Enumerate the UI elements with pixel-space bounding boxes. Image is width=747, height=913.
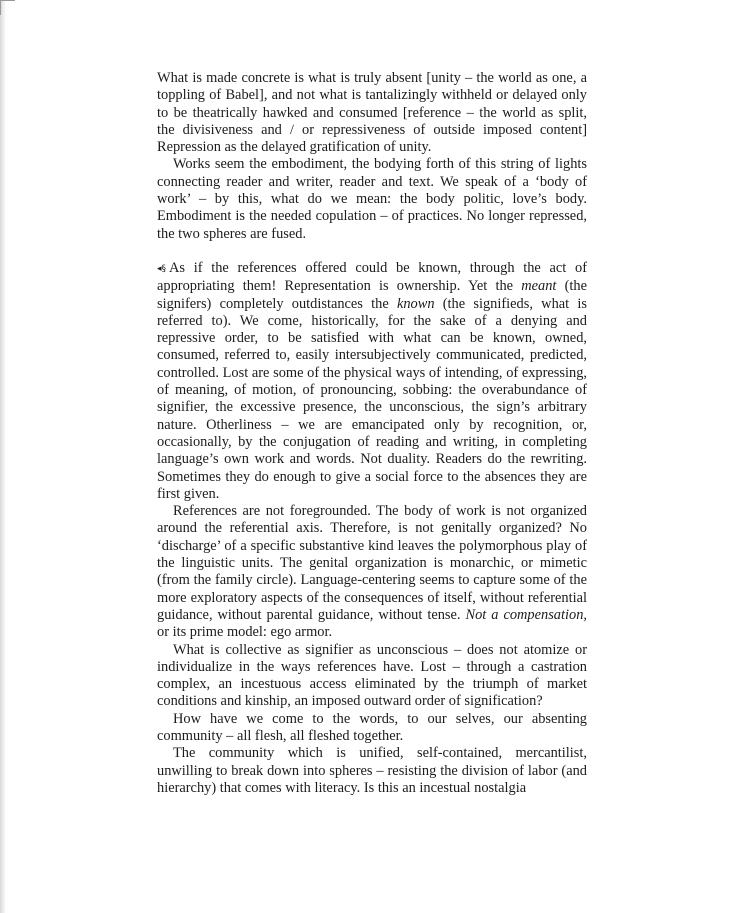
paragraph-3-part-b: (the signifers) completely outdistances the: [157, 278, 587, 312]
paragraph-7: The community which is unified, self-contained, mercantilist, unwilling to break down into spheres – resisting the division of labor (and hierarchy) that comes with literacy. Is this an incestual nostalgia: [157, 745, 587, 796]
section-mark-icon: ◂§: [157, 263, 167, 274]
paragraph-3: [157, 260, 587, 503]
paragraph-6: How have we come to the words, to our selves, our absenting community – all flesh, all fleshed together.: [157, 710, 587, 744]
paragraph-1: What is made concrete is what is truly absent [unity – the world as one, a toppling of Babel], and not what is tantalizingly withheld or delayed only to be theatrically hawked and consumed [reference – the world as split, the divisiveness and / or repressiveness of outside imposed content] Repression as the delayed gratification of unity.: [157, 70, 587, 156]
paragraph-5: What is collective as signifier as unconscious – does not atomize or individualize in the ways references have. Lost – through a castration complex, an incestuous access eliminated by the triumph of market conditions and kinship, an imposed outward order of signification?: [157, 641, 587, 710]
paragraph-4-part-a: References are not foregrounded. The body of work is not organized around the referential axis. Therefore, is not genitally organized? No ‘discharge’ of a specific substantive kind leaves the polymorphous play of the linguistic units. The genital organization is monarchic, or mimetic (from the family circle). Language-centering seems to capture some of the more exploratory aspects of the consequences of itself, without referential guidance, without parental guidance, without tense.: [157, 503, 587, 623]
paragraph-3-part-a: As if the references offered could be known, through the act of appropriating them! Representation is ownership. Yet the: [157, 259, 587, 295]
paragraph-4: [157, 503, 587, 641]
paragraph-2: Works seem the embodiment, the bodying forth of this string of lights connecting reader and writer, reader and text. We speak of a ‘body of work’ – by this, what do we mean: the body politic, love’s body. Embodiment is the needed copulation – of practices. No longer repressed, the two spheres are fused.: [157, 156, 587, 242]
italic-known: known: [396, 295, 435, 312]
text-column: [157, 70, 587, 797]
paragraph-4-part-b: or its prime model: ego armor.: [157, 624, 333, 641]
italic-meant: meant: [521, 278, 557, 295]
italic-not-a-compensation: Not a compensation,: [465, 606, 587, 623]
page-corner-mark: [0, 0, 15, 15]
scan-edge: [0, 0, 6, 913]
paragraph-3-part-c: (the signifieds, what is referred to). We come, historically, for the sake of a denying and repressive order, to be satisfied with what can be known, owned, consumed, referred to, easily intersubjectively communicated, predicted, controlled. Lost are some of the physical ways of intending, of expressing, of meaning, of motion, of pronouncing, sobbing: the overabundance of signifier, the excessive presence, the unconscious, the sign’s arbitrary nature. Otherliness – we are emancipated only by recognition, or, occasionally, by the conjugation of reading and writing, in completing language’s own work and words. Not duality. Readers do the rewriting. Sometimes they do enough to give a social force to the absences they are first given.: [157, 295, 587, 502]
